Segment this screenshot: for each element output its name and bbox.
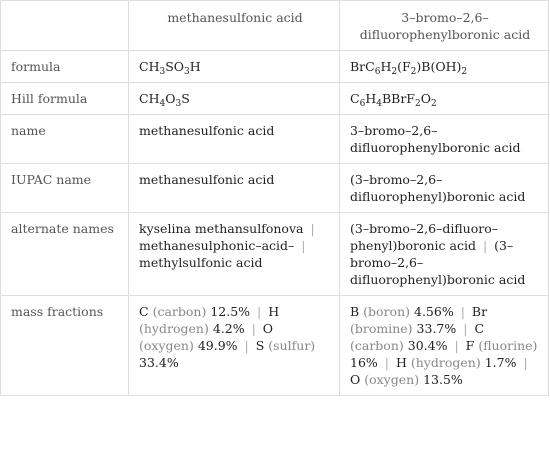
formula-subscript: 4 bbox=[159, 99, 166, 109]
mass-percentage: 4.2% bbox=[212, 321, 245, 336]
row-label-name: name bbox=[1, 115, 129, 164]
formula-subscript: 3 bbox=[175, 99, 182, 109]
element-symbol: C bbox=[139, 304, 149, 319]
element-symbol: Br bbox=[471, 304, 488, 319]
header-row bbox=[1, 1, 549, 51]
element-symbol: C bbox=[474, 321, 485, 336]
row-label-iupac-name: IUPAC name bbox=[1, 164, 129, 213]
row-label-formula: formula bbox=[1, 51, 129, 83]
separator: | bbox=[251, 321, 256, 336]
mass-fractions-col1 bbox=[129, 296, 340, 396]
formula-col2 bbox=[340, 51, 549, 83]
element-name: (oxygen) bbox=[364, 372, 420, 387]
mass-percentage: 4.56% bbox=[414, 304, 454, 319]
formula-part: O bbox=[165, 91, 176, 106]
separator: | bbox=[257, 304, 262, 319]
separator: | bbox=[523, 355, 528, 370]
header-bromo-difluorophenylboronic-acid: 3–bromo–2,6–difluorophenylboronic acid bbox=[340, 1, 549, 51]
element-name: (hydrogen) bbox=[139, 321, 209, 336]
formula-part: H bbox=[189, 59, 201, 74]
mass-fraction-item bbox=[396, 355, 516, 370]
formula-col1 bbox=[129, 51, 340, 83]
formula-part: C bbox=[350, 91, 360, 106]
mass-fractions-col2 bbox=[340, 296, 549, 396]
row-mass-fractions bbox=[1, 296, 549, 396]
mass-percentage: 30.4% bbox=[407, 338, 448, 353]
mass-fraction-item bbox=[350, 304, 454, 319]
element-symbol: O bbox=[262, 321, 274, 336]
element-symbol: H bbox=[268, 304, 280, 319]
formula-subscript: 3 bbox=[184, 67, 190, 77]
mass-percentage: 33.7% bbox=[416, 321, 457, 336]
mass-percentage: 33.4% bbox=[139, 355, 179, 370]
iupac-name-col2: (3–bromo–2,6–difluorophenyl)boronic acid bbox=[340, 164, 549, 213]
row-label-mass-fractions: mass fractions bbox=[1, 296, 129, 396]
mass-percentage: 16% bbox=[350, 355, 378, 370]
element-symbol: F bbox=[465, 338, 475, 353]
mass-percentage: 13.5% bbox=[423, 372, 463, 387]
element-symbol: B bbox=[350, 304, 360, 319]
formula-part: S bbox=[181, 91, 190, 106]
separator: | bbox=[310, 221, 315, 236]
header-methanesulfonic-acid: methanesulfonic acid bbox=[129, 1, 340, 51]
separator: | bbox=[482, 238, 488, 253]
element-name: (fluorine) bbox=[478, 338, 538, 353]
hill-formula-col2 bbox=[340, 83, 549, 115]
element-name: (hydrogen) bbox=[410, 355, 481, 370]
mass-percentage: 12.5% bbox=[210, 304, 251, 319]
name-col1: methanesulfonic acid bbox=[129, 115, 340, 164]
alternate-names-col2 bbox=[340, 213, 549, 296]
hill-formula-col1 bbox=[129, 83, 340, 115]
separator: | bbox=[244, 338, 249, 353]
mass-percentage: 1.7% bbox=[484, 355, 517, 370]
row-name bbox=[1, 115, 549, 164]
separator: | bbox=[301, 238, 306, 253]
alternate-names-col1 bbox=[129, 213, 340, 296]
element-name: (bromine) bbox=[350, 321, 413, 336]
separator: | bbox=[384, 355, 389, 370]
formula-subscript: 3 bbox=[159, 67, 166, 77]
formula-subscript: 2 bbox=[391, 67, 398, 77]
separator: | bbox=[454, 338, 459, 353]
formula-part: CH bbox=[139, 59, 160, 74]
alternate-name: methylsulfonic acid bbox=[139, 255, 263, 270]
formula-subscript: 4 bbox=[376, 99, 382, 109]
alternate-name: kyselina methansulfonova bbox=[139, 221, 304, 236]
element-symbol: H bbox=[395, 355, 407, 370]
formula-part: BBrF bbox=[381, 91, 415, 106]
formula-subscript: 2 bbox=[461, 67, 468, 77]
formula-subscript: 6 bbox=[359, 99, 366, 109]
mass-percentage: 49.9% bbox=[197, 338, 238, 353]
row-hill-formula bbox=[1, 83, 549, 115]
element-symbol: O bbox=[350, 372, 361, 387]
iupac-name-col1: methanesulfonic acid bbox=[129, 164, 340, 213]
element-name: (carbon) bbox=[350, 338, 404, 353]
formula-part: H bbox=[380, 59, 392, 74]
formula-part: )B(OH) bbox=[416, 59, 462, 74]
formula-subscript: 2 bbox=[410, 67, 417, 77]
row-alternate-names bbox=[1, 213, 549, 296]
formula-subscript: 2 bbox=[414, 99, 421, 109]
separator: | bbox=[463, 321, 468, 336]
alternate-name: (3–bromo–2,6–difluorophenyl)boronic acid bbox=[350, 238, 526, 287]
element-name: (carbon) bbox=[152, 304, 207, 319]
row-label-hill-formula: Hill formula bbox=[1, 83, 129, 115]
mass-fraction-item bbox=[139, 304, 250, 319]
formula-part: SO bbox=[165, 59, 185, 74]
row-label-alternate-names: alternate names bbox=[1, 213, 129, 296]
formula-part: BrC bbox=[350, 59, 375, 74]
element-name: (sulfur) bbox=[268, 338, 316, 353]
formula-subscript: 2 bbox=[430, 99, 437, 109]
separator: | bbox=[460, 304, 465, 319]
element-name: (oxygen) bbox=[139, 338, 194, 353]
mass-fraction-item bbox=[350, 372, 463, 387]
element-symbol: S bbox=[255, 338, 265, 353]
alternate-name: methanesulphonic–acid– bbox=[139, 238, 295, 253]
name-col2: 3–bromo–2,6–difluorophenylboronic acid bbox=[340, 115, 549, 164]
element-name: (boron) bbox=[363, 304, 411, 319]
row-iupac-name bbox=[1, 164, 549, 213]
formula-part: (F bbox=[397, 59, 411, 74]
row-formula bbox=[1, 51, 549, 83]
formula-subscript: 6 bbox=[374, 67, 381, 77]
formula-part: CH bbox=[139, 91, 160, 106]
header-corner bbox=[1, 1, 129, 51]
formula-part: H bbox=[365, 91, 377, 106]
alternate-name: (3–bromo–2,6–difluoro–phenyl)boronic acid bbox=[350, 221, 499, 253]
formula-part: O bbox=[420, 91, 431, 106]
